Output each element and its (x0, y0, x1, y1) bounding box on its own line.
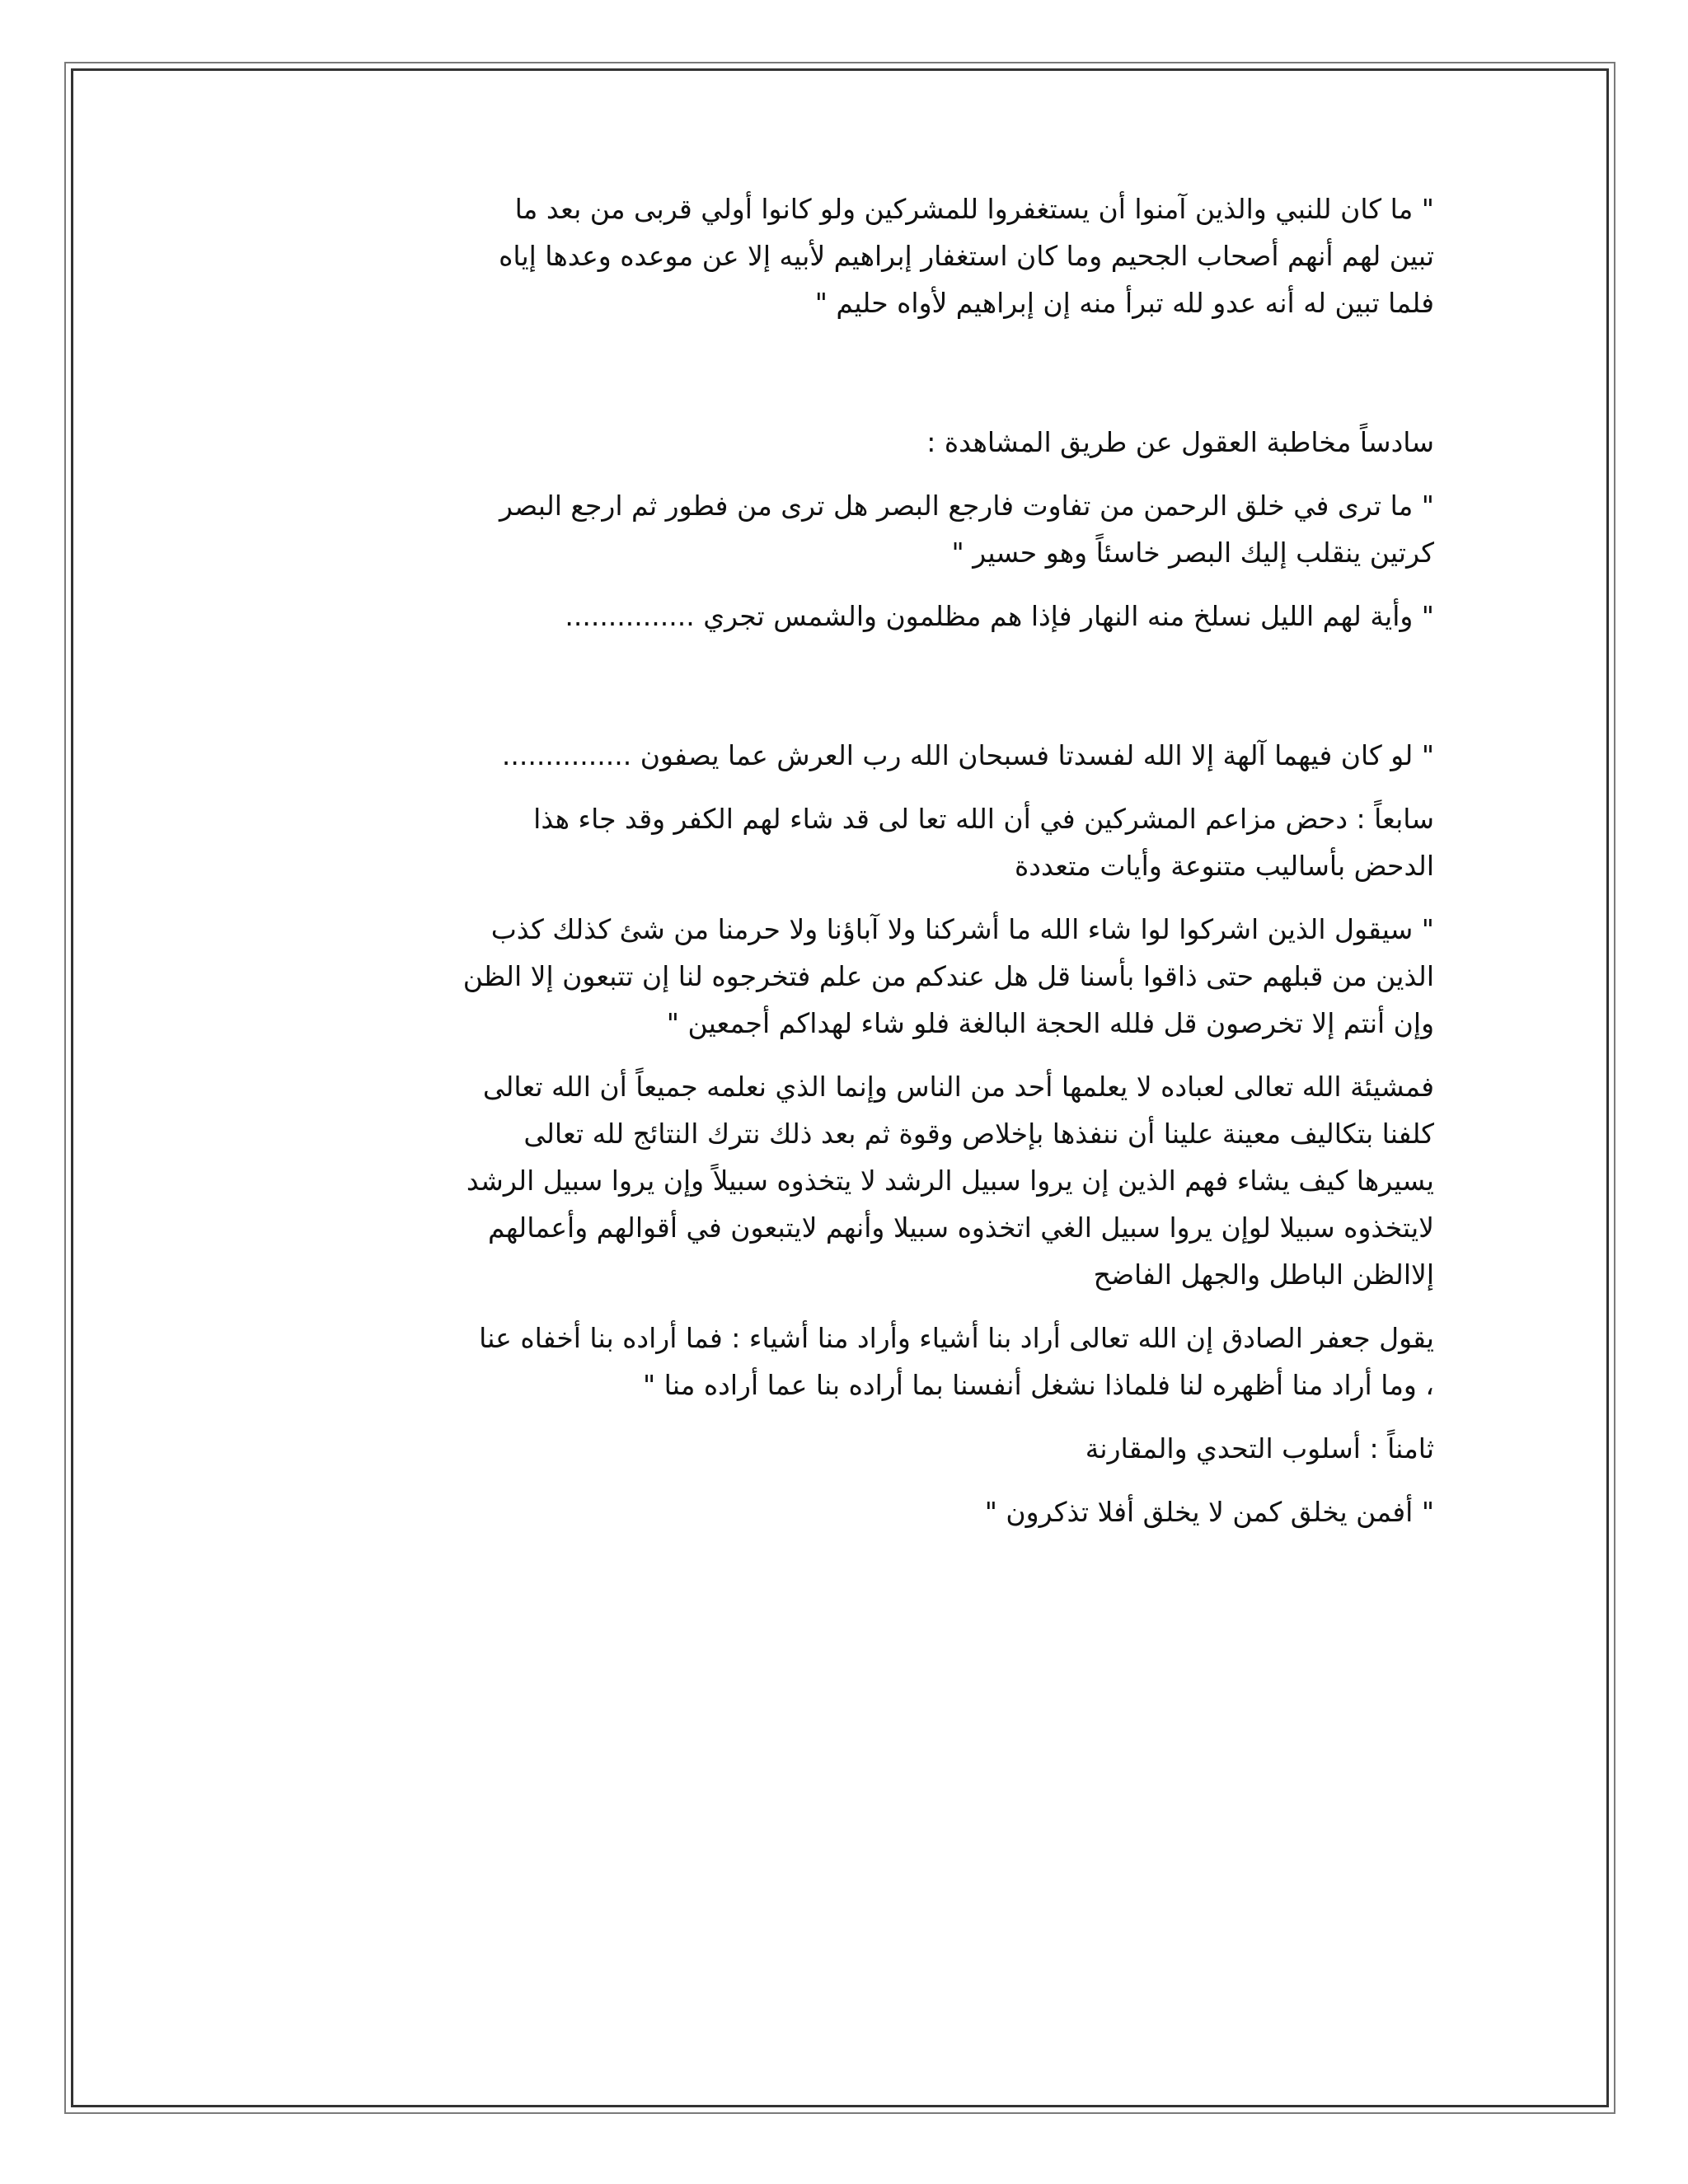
section-heading-sixth (247, 419, 1434, 466)
text-line: " وأية لهم الليل نسلخ منه النهار فإذا هم مظلمون والشمس تجري ............... (565, 600, 1434, 632)
text-line: إلاالظن الباطل والجهل الفاضح (1093, 1258, 1434, 1291)
paragraph-jafar-quote (247, 1315, 1434, 1408)
spacer (247, 889, 1434, 906)
spacer (247, 1047, 1434, 1063)
spacer (247, 1408, 1434, 1425)
paragraph-quran-16-17 (247, 1488, 1434, 1535)
text-line: فلما تبين له أنه عدو لله تبرأ منه إن إبراهيم لأواه حليم " (814, 287, 1434, 319)
text-line: يسيرها كيف يشاء فهم الذين إن يروا سبيل الرشد لا يتخذوه سبيلاً وإن يروا سبيل الرشد (466, 1165, 1434, 1197)
spacer (247, 779, 1434, 795)
text-line: " ما كان للنبي والذين آمنوا أن يستغفروا للمشركين ولو كانوا أولي قربى من بعد ما (514, 193, 1434, 225)
text-line: الدحض بأساليب متنوعة وأيات متعددة (1015, 850, 1434, 882)
spacer (247, 1472, 1434, 1488)
text-line: الذين من قبلهم حتى ذاقوا بأسنا قل هل عندكم من علم فتخرجوه لنا إن تتبعون إلا الظن (462, 960, 1434, 992)
text-line: يقول جعفر الصادق إن الله تعالى أراد بنا أشياء وأراد منا أشياء : فما أراده بنا أخفاه عنا (479, 1322, 1434, 1354)
paragraph-divine-will (247, 1063, 1434, 1298)
spacer (247, 1298, 1434, 1315)
document-body (247, 185, 1434, 1535)
spacer (247, 326, 1434, 419)
spacer (247, 576, 1434, 593)
paragraph-quran-21-22 (247, 732, 1434, 779)
paragraph-quran-6-148 (247, 906, 1434, 1047)
text-line: وإن أنتم إلا تخرصون قل فلله الحجة البالغة فلو شاء لهداكم أجمعين " (666, 1007, 1434, 1039)
text-line: سابعاً : دحض مزاعم المشركين في أن الله تعا لى قد شاء لهم الكفر وقد جاء هذا (533, 803, 1434, 835)
paragraph-quran-9-113 (247, 185, 1434, 326)
text-line: كرتين ينقلب إليك البصر خاسئاً وهو حسير " (951, 537, 1434, 569)
text-line: سادساً مخاطبة العقول عن طريق المشاهدة : (926, 426, 1434, 458)
spacer (247, 466, 1434, 482)
text-line: ثامناً : أسلوب التحدي والمقارنة (1085, 1432, 1434, 1465)
paragraph-quran-67-3 (247, 482, 1434, 576)
text-line: " ما ترى في خلق الرحمن من تفاوت فارجع البصر هل ترى من فطور ثم ارجع البصر (499, 490, 1434, 522)
text-line: " لو كان فيهما آلهة إلا الله لفسدتا فسبحان الله رب العرش عما يصفون ............... (501, 739, 1434, 771)
text-line: لايتخذوه سبيلا لوإن يروا سبيل الغي اتخذوه سبيلا وأنهم لايتبعون في أقوالهم وأعمالهم (487, 1212, 1434, 1244)
text-line: ، وما أراد منا أظهره لنا فلماذا نشغل أنفسنا بما أراده بنا عما أراده منا " (643, 1369, 1434, 1401)
text-line: " أفمن يخلق كمن لا يخلق أفلا تذكرون " (984, 1496, 1434, 1528)
section-heading-eighth (247, 1425, 1434, 1472)
section-heading-seventh (247, 795, 1434, 889)
text-line: تبين لهم أنهم أصحاب الجحيم وما كان استغفار إبراهيم لأبيه إلا عن موعده وعدها إياه (499, 240, 1434, 272)
text-line: " سيقول الذين اشركوا لوا شاء الله ما أشركنا ولا آباؤنا ولا حرمنا من شئ كذلك كذب (490, 913, 1434, 945)
text-line: كلفنا بتكاليف معينة علينا أن ننفذها بإخلاص وقوة ثم بعد ذلك نترك النتائج لله تعالى (523, 1118, 1434, 1150)
spacer (247, 640, 1434, 732)
paragraph-quran-36-37 (247, 593, 1434, 640)
text-line: فمشيئة الله تعالى لعباده لا يعلمها أحد من الناس وإنما الذي نعلمه جميعاً أن الله تعالى (482, 1071, 1434, 1103)
